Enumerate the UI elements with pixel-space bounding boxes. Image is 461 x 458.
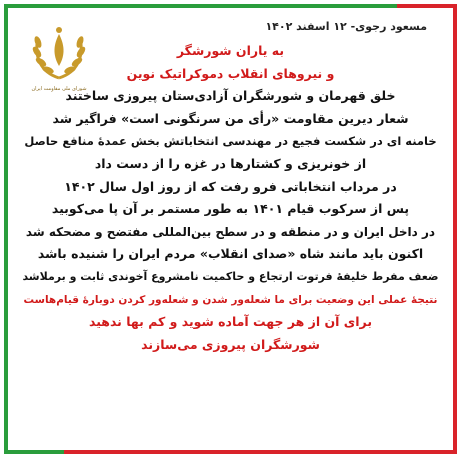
document-frame	[4, 4, 457, 454]
statement-line: برای آن از هر جهت آماده شوید و کم بها ندهید	[88, 314, 373, 330]
statement-line: شعار دیرین مقاومت «رأی من سرنگونی است» فراگیر شد	[52, 110, 409, 126]
statement-line: از خونریزی و کشتارها در غزه را از دست داد	[94, 155, 367, 171]
logo-caption: شورای ملی مقاومت ایران	[31, 86, 87, 92]
statement-line: خلق قهرمان و شورشگران آزادی‌ستان پیروزی ساختند	[65, 88, 396, 104]
statement-line: در داخل ایران و در منطقه و در سطح بین‌المللی مفتضح و مضحکه شد	[25, 224, 436, 239]
statement-line: در مرداب انتخاباتی فرو رفت که از روز اول سال ۱۴۰۲	[64, 178, 397, 194]
statement-line: و نیروهای انقلاب دموکراتیک نوین	[126, 65, 335, 81]
statement-line: خامنه ای در شکست فجیع در مهندسی انتخاباتش بخش عمدهٔ منافع حاصل	[24, 134, 437, 149]
statement-line: اکنون باید مانند شاه «صدای انقلاب» مردم ایران را شنیده باشد	[37, 246, 424, 262]
statement-line: نتیجهٔ عملی این وضعیت برای ما شعله‌ور شدن و شعله‌ور کردن دوبارهٔ قیام‌هاست	[23, 293, 438, 306]
statement-body	[22, 40, 439, 356]
statement-line: پس از سرکوب قیام ۱۴۰۱ به طور مستمر بر آن پا می‌کوبید	[51, 201, 410, 217]
statement-line: ضعف مفرط خلیفهٔ فرتوت ارتجاع و حاکمیت نامشروع آخوندی ثابت و برملاشد	[22, 269, 439, 283]
statement-line: شورشگران پیروزی می‌سازند	[141, 336, 320, 352]
byline: مسعود رجوی- ۱۲ اسفند ۱۴۰۲	[265, 20, 427, 33]
statement-line: به یاران شورشگر	[176, 43, 285, 58]
